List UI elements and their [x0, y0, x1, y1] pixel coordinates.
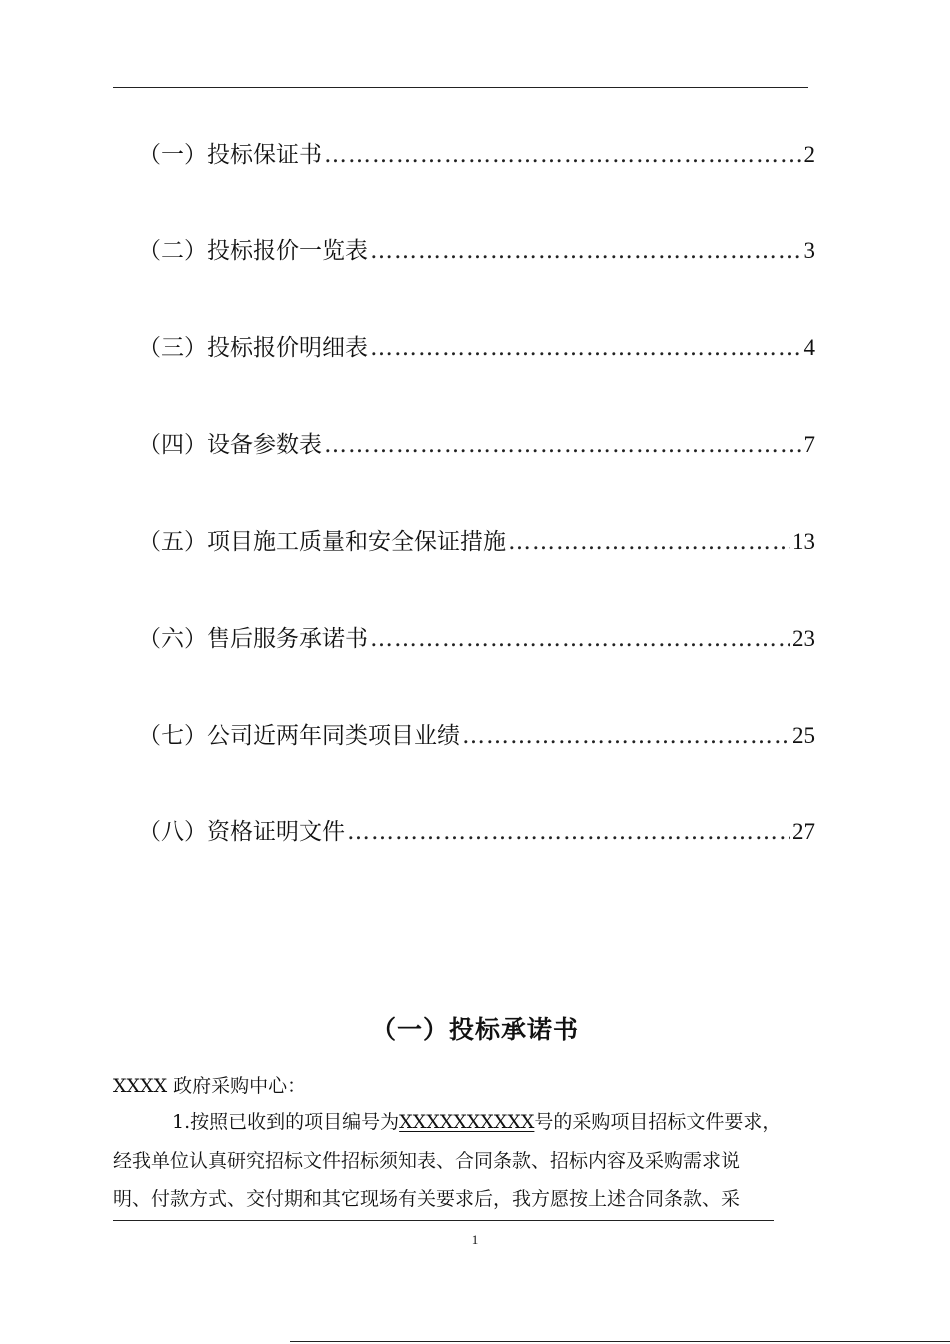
footer-rule — [113, 1220, 774, 1221]
toc-entry-7[interactable] — [138, 717, 815, 753]
toc-entry-page: 2 — [803, 142, 815, 167]
toc-leader-dots — [370, 335, 802, 361]
toc-entry-2[interactable] — [138, 232, 815, 268]
toc-entry-page: 7 — [803, 432, 815, 457]
paragraph-suffix: 号的采购项目招标文件要求， — [534, 1111, 782, 1133]
toc-entry-4[interactable] — [138, 426, 815, 462]
section-title: （一）投标承诺书 — [370, 1015, 579, 1044]
toc-entry-page: 3 — [803, 238, 815, 263]
toc-entry-label: （六）售后服务承诺书 — [138, 626, 368, 652]
page-number: 1 — [471, 1232, 479, 1247]
toc-leader-dots — [508, 529, 790, 555]
toc-entry-page: 23 — [792, 626, 815, 651]
toc-entry-page: 27 — [792, 819, 815, 844]
toc-entry-page: 13 — [792, 529, 815, 554]
paragraph-line-2: 经我单位认真研究招标文件招标须知表、合同条款、招标内容及采购需求说 — [113, 1150, 741, 1172]
toc-leader-dots — [370, 238, 802, 264]
toc-entry-8[interactable] — [138, 813, 815, 849]
toc-leader-dots — [370, 626, 790, 652]
project-number: XXXXXXXXXX — [399, 1111, 535, 1133]
toc-entry-5[interactable] — [138, 523, 815, 559]
toc-entry-label: （七）公司近两年同类项目业绩 — [138, 723, 460, 749]
header-rule — [113, 87, 808, 88]
toc-entry-6[interactable] — [138, 620, 815, 656]
toc-entry-3[interactable] — [138, 329, 815, 365]
toc-leader-dots — [347, 819, 790, 845]
toc-entry-1[interactable] — [138, 136, 815, 172]
toc-leader-dots — [324, 432, 802, 458]
toc-entry-label: （三）投标报价明细表 — [138, 335, 368, 361]
next-page-edge — [290, 1341, 950, 1342]
toc-entry-label: （四）设备参数表 — [138, 432, 322, 458]
salutation: XXXX 政府采购中心： — [113, 1075, 307, 1097]
paragraph-prefix: 1.按照已收到的项目编号为 — [172, 1111, 400, 1133]
toc-entry-page: 25 — [792, 723, 815, 748]
toc-entry-label: （八）资格证明文件 — [138, 819, 345, 845]
toc-leader-dots — [462, 723, 790, 749]
toc-entry-label: （二）投标报价一览表 — [138, 238, 368, 264]
toc-entry-page: 4 — [803, 335, 815, 360]
toc-entry-label: （一）投标保证书 — [138, 142, 322, 168]
paragraph-line-1 — [172, 1107, 781, 1134]
toc-entry-label: （五）项目施工质量和安全保证措施 — [138, 529, 506, 555]
paragraph-line-3: 明、付款方式、交付期和其它现场有关要求后，我方愿按上述合同条款、采 — [113, 1188, 741, 1210]
toc-leader-dots — [324, 142, 802, 168]
